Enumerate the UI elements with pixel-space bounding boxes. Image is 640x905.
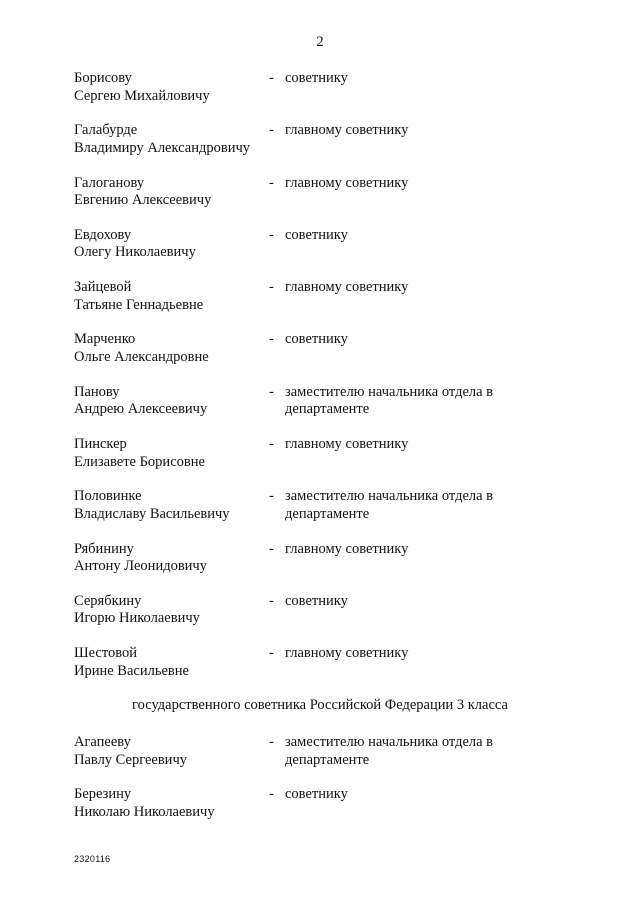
- list-item: [0, 436, 640, 488]
- position-title: главному советнику: [285, 279, 409, 296]
- position-title: заместителю начальника отдела в департаменте: [285, 488, 494, 522]
- surname: Галоганову: [74, 174, 145, 191]
- given-names: Андрею Алексеевичу: [74, 401, 208, 418]
- given-names: Антону Леонидовичу: [74, 558, 207, 575]
- given-names: Владимиру Александровичу: [74, 139, 251, 156]
- surname: Серябкину: [74, 592, 142, 609]
- surname: Пинскер: [74, 436, 127, 453]
- list-item: [0, 786, 640, 838]
- position-title: заместителю начальника отдела в департаменте: [285, 383, 494, 418]
- person-name: [74, 593, 264, 628]
- person-name: [74, 279, 264, 314]
- surname: Марченко: [74, 331, 136, 348]
- list-item: [0, 122, 640, 174]
- entries-list-group2: [0, 734, 640, 839]
- dash-separator: -: [269, 734, 274, 750]
- surname: Шестовой: [74, 645, 138, 662]
- person-name: [74, 488, 264, 523]
- dash-separator: -: [269, 70, 274, 86]
- dash-separator: -: [269, 383, 274, 400]
- person-name: [74, 645, 264, 680]
- position-title: главному советнику: [285, 436, 409, 453]
- person-name: [74, 227, 264, 262]
- surname: Березину: [74, 786, 132, 803]
- given-names: Павлу Сергеевичу: [74, 751, 187, 768]
- person-name: [74, 175, 264, 210]
- dash-separator: -: [269, 122, 274, 139]
- entries-list-group1: [0, 70, 640, 698]
- list-item: [0, 593, 640, 645]
- given-names: Ольге Александровне: [74, 348, 209, 365]
- list-item: [0, 331, 640, 383]
- given-names: Олегу Николаевичу: [74, 244, 196, 261]
- dash-separator: -: [269, 540, 274, 557]
- dash-separator: -: [269, 226, 274, 243]
- given-names: Ирине Васильевне: [74, 662, 189, 679]
- person-name: [74, 541, 264, 576]
- person-name: [74, 384, 264, 419]
- given-names: Евгению Алексеевичу: [74, 192, 212, 209]
- position-title: главному советнику: [285, 540, 409, 557]
- list-item: [0, 279, 640, 331]
- position-title: советнику: [285, 786, 348, 803]
- position-title: советнику: [285, 226, 348, 243]
- given-names: Игорю Николаевичу: [74, 610, 200, 627]
- surname: Панову: [74, 383, 120, 400]
- given-names: Николаю Николаевичу: [74, 803, 215, 820]
- page-number: 2: [316, 34, 324, 50]
- list-item: [0, 227, 640, 279]
- given-names: Сергею Михайловичу: [74, 87, 210, 104]
- position-title: советнику: [285, 70, 348, 86]
- person-name: [74, 331, 264, 366]
- list-item: [0, 70, 640, 122]
- dash-separator: -: [269, 592, 274, 609]
- dash-separator: -: [269, 488, 274, 505]
- position-title: главному советнику: [285, 174, 409, 191]
- surname: Рябинину: [74, 540, 134, 557]
- position-title: главному советнику: [285, 645, 409, 662]
- person-name: [74, 436, 264, 471]
- list-item: [0, 384, 640, 436]
- list-item: [0, 175, 640, 227]
- surname: Борисову: [74, 70, 132, 86]
- dash-separator: -: [269, 436, 274, 453]
- given-names: Владиславу Васильевичу: [74, 505, 230, 522]
- dash-separator: -: [269, 645, 274, 662]
- dash-separator: -: [269, 279, 274, 296]
- list-item: [0, 541, 640, 593]
- surname: Зайцевой: [74, 279, 132, 296]
- list-item: [0, 645, 640, 697]
- person-name: [74, 734, 264, 769]
- dash-separator: -: [269, 331, 274, 348]
- document-code: 2320116: [74, 854, 111, 864]
- position-title: советнику: [285, 331, 348, 348]
- given-names: Татьяне Геннадьевне: [74, 296, 204, 313]
- surname: Агапееву: [74, 734, 131, 750]
- person-name: [74, 786, 264, 821]
- surname: Галабурде: [74, 122, 138, 139]
- position-title: советнику: [285, 592, 348, 609]
- dash-separator: -: [269, 786, 274, 803]
- surname: Евдохову: [74, 226, 132, 243]
- person-name: [74, 122, 264, 157]
- section-heading: государственного советника Российской Федерации 3 класса: [132, 697, 508, 713]
- given-names: Елизавете Борисовне: [74, 453, 205, 470]
- list-item: [0, 734, 640, 786]
- dash-separator: -: [269, 174, 274, 191]
- surname: Половинке: [74, 488, 142, 505]
- position-title: заместителю начальника отдела в департаменте: [285, 734, 494, 768]
- position-title: главному советнику: [285, 122, 409, 139]
- list-item: [0, 488, 640, 540]
- person-name: [74, 70, 264, 105]
